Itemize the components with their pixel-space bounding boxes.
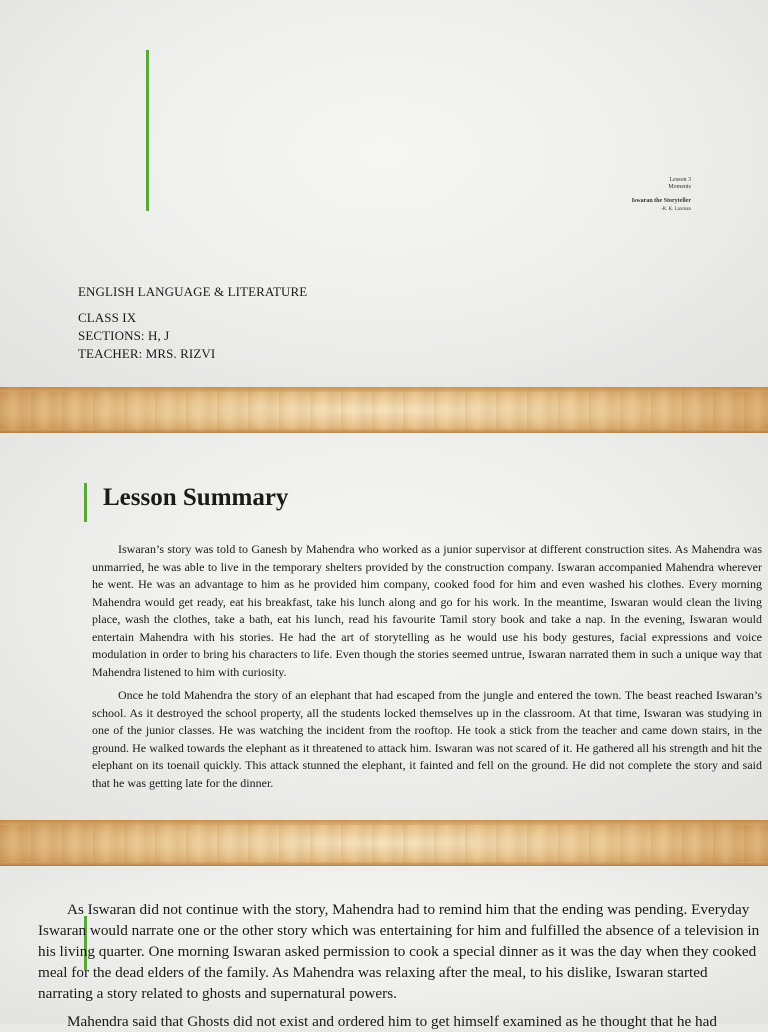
summary-paragraph: Once he told Mahendra the story of an elephant that had escaped from the jungle and entered the town. The beast reached Iswaran’s school. As it destroyed the school property, all the students locked themselves up in the classroom. At that time, Iswaran was studying in one of the junior classes. He was watching the incident from the rooftop. He took a stick from the teacher and came down stairs, in the ground. He walked towards the elephant as it threatened to attack him. Iswaran was not scared of it. He gathered all his strength and hit the elephant on its toenail quickly. This attack stunned the elephant, it fainted and fell on the ground. He did not complete the story and said that he was getting late for the dinner. <box>92 688 762 790</box>
summary-text <box>92 541 762 798</box>
summary-paragraph: Iswaran’s story was told to Ganesh by Mahendra who worked as a junior supervisor at different construction sites. As Mahendra was unmarried, he was able to live in the temporary shelters provided by the construction company. Iswaran accompanied Mahendra wherever he went. He was an advantage to him as he provided him company, cooked food for him and even washed his clothes. Every morning Mahendra would get ready, eat his breakfast, take his lunch along and go for his work. In the meantime, Iswaran would clean the living place, wash the clothes, take a bath, eat his lunch, read his favourite Tamil story book and take a nap. In the evening, Iswaran would entertain Mahendra with his stories. He had the art of storytelling as he would use his body gestures, facial expressions and voice modulation in order to bring his characters to life. Even though the stories seemed untrue, Iswaran narrated them in such a unique way that Mahendra listened to him with curiosity. <box>92 542 762 679</box>
accent-bar <box>84 483 87 522</box>
teacher-label: TEACHER: MRS. RIZVI <box>78 346 216 361</box>
lesson-label: Lesson 3 <box>669 177 691 183</box>
slide-title <box>0 0 768 387</box>
chapter-label: Iswaran the Storyteller <box>631 198 691 204</box>
wood-divider <box>0 387 768 433</box>
continuation-text <box>38 899 764 1032</box>
sections-label: SECTIONS: H, J <box>78 328 170 343</box>
author-label: -R. K. Laxman <box>661 207 691 212</box>
book-label: Moments <box>668 184 691 190</box>
continuation-paragraph: Mahendra said that Ghosts did not exist and ordered him to get himself examined as he thought that he had <box>67 1013 717 1030</box>
lesson-summary-heading: Lesson Summary <box>103 484 289 511</box>
class-label: CLASS IX <box>78 310 137 325</box>
wood-divider <box>0 820 768 866</box>
accent-bar <box>146 50 149 211</box>
subject-title: ENGLISH LANGUAGE & LITERATURE <box>78 284 308 299</box>
continuation-paragraph: As Iswaran did not continue with the story, Mahendra had to remind him that the ending was pending. Everyday Iswaran would narrate one or the other story which was entertaining for him and fulfilled the absence of a television in his living quarter. One morning Iswaran asked permission to cook a special dinner as it was the day when they cooked meal for the dead elders of the family. As Mahendra was relaxing after the meal, to his dislike, Iswaran started narrating a story related to ghosts and supernatural powers. <box>38 901 760 1002</box>
